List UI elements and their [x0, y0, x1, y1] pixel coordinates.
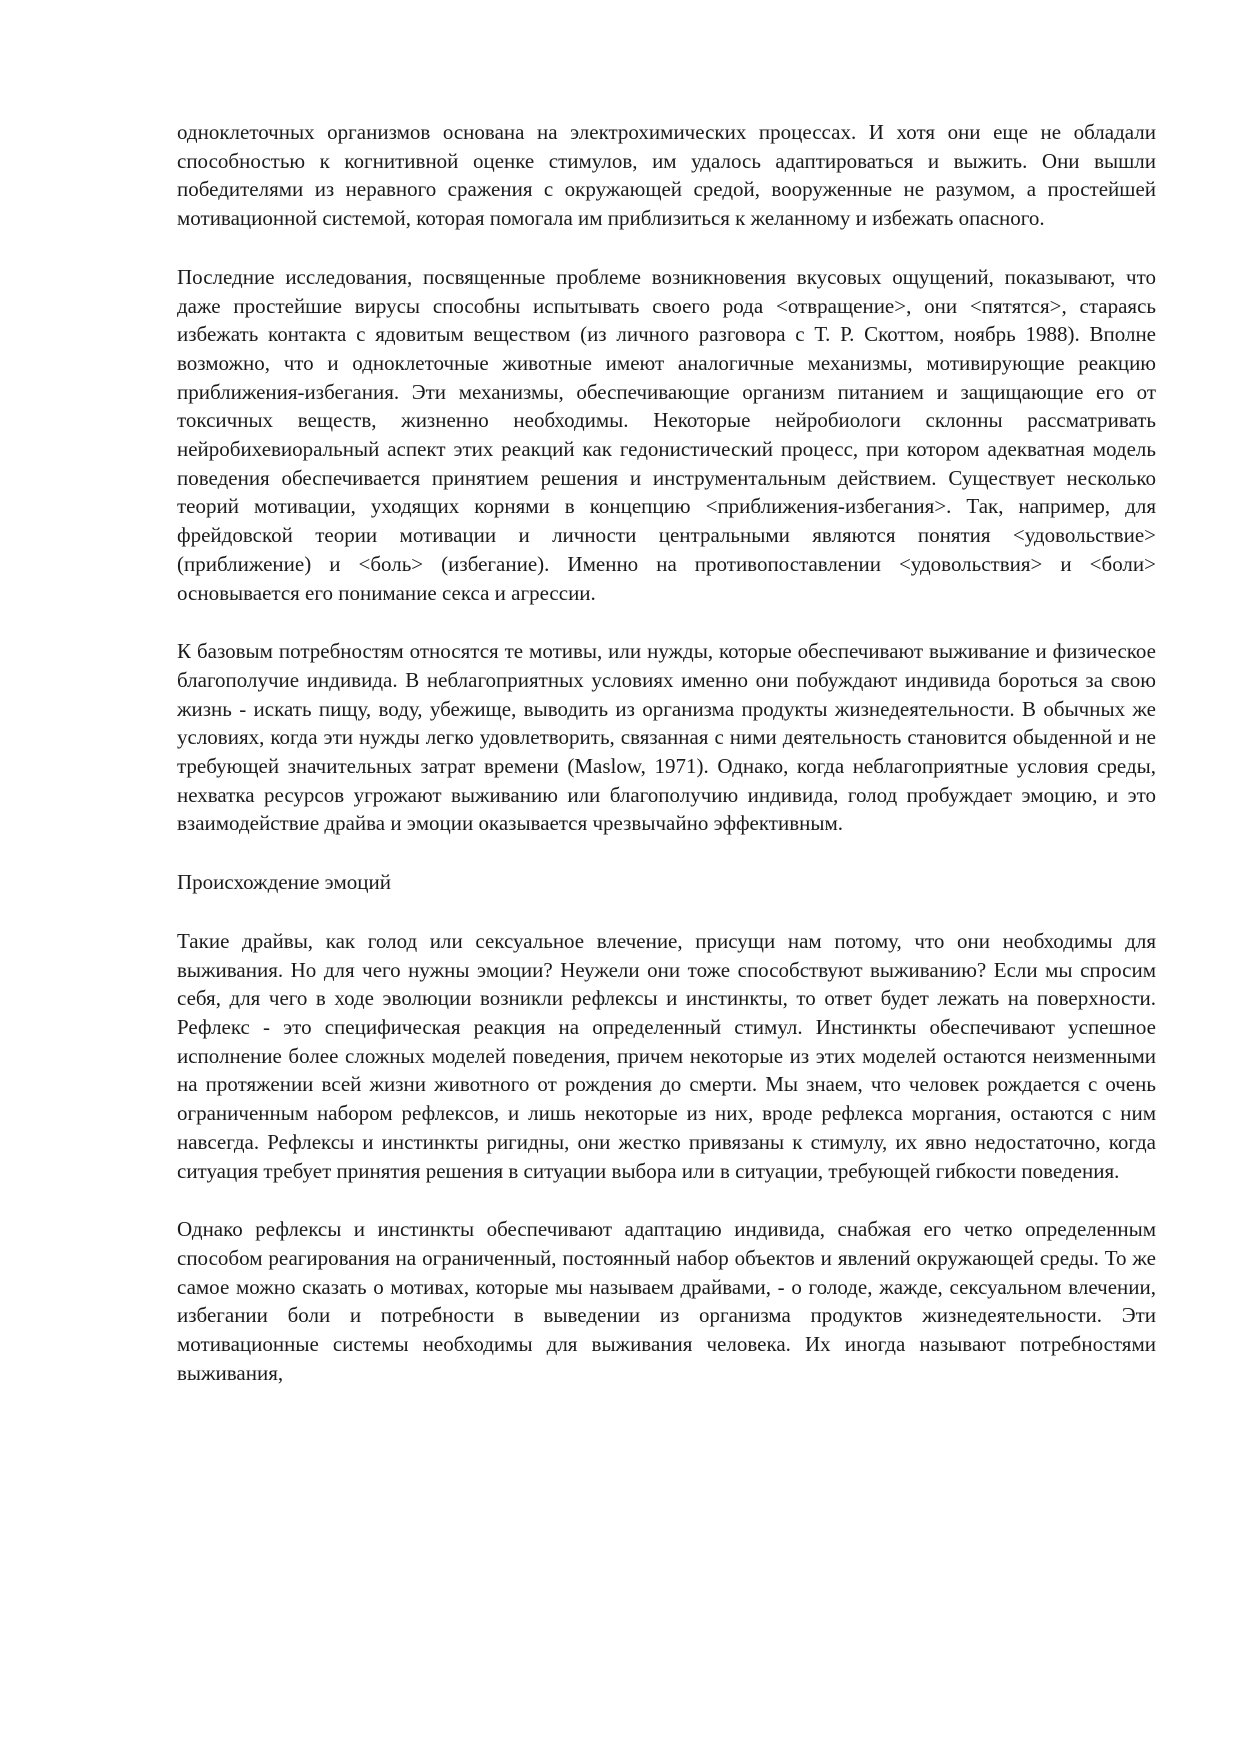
paragraph-gap: [177, 1185, 1156, 1215]
paragraph-approach-avoidance: Последние исследования, посвященные проблеме возникновения вкусовых ощущений, показывают, что даже простейшие вирусы способны испытывать своего рода <отвращение>, они <пятятся>, стараясь избежать контакта с ядовитым веществом (из личного разговора с Т. Р. Скоттом, ноябрь 1988). Вполне возможно, что и одноклеточные животные имеют аналогичные механизмы, мотивирующие реакцию приближения-избегания. Эти механизмы, обеспечивающие организм питанием и защищающие его от токсичных веществ, жизненно необходимы. Некоторые нейробиологи склонны рассматривать нейробихевиоральный аспект этих реакций как гедонистический процесс, при котором адекватная модель поведения обеспечивается принятием решения и инструментальным действием. Существует несколько теорий мотивации, уходящих корнями в концепцию <приближения-избегания>. Так, например, для фрейдовской теории мотивации и личности центральными являются понятия <удовольствие> (приближение) и <боль> (избегание). Именно на противопоставлении <удовольствия> и <боли> основывается его понимание секса и агрессии.: [177, 264, 1156, 605]
paragraph-single-cell-organisms: одноклеточных организмов основана на электрохимических процессах. И хотя они еще не обладали способностью к когнитивной оценке стимулов, им удалось адаптироваться и выжить. Они вышли победителями из неравного сражения с окружающей средой, вооруженные не разумом, а простейшей мотивационной системой, которая помогала им приблизиться к желанному и избежать опасного.: [177, 120, 1156, 231]
paragraph-drives-and-emotions: Такие драйвы, как голод или сексуальное влечение, присущи нам потому, что они необходимы для выживания. Но для чего нужны эмоции? Неужели они тоже способствуют выживанию? Если мы спросим себя, для чего в ходе эволюции возникли рефлексы и инстинкты, то ответ будет лежать на поверхности. Рефлекс - это специфическая реакция на определенный стимул. Инстинкты обеспечивают успешное исполнение более сложных моделей поведения, причем некоторые из этих моделей остаются неизменными на протяжении всей жизни животного от рождения до смерти. Мы знаем, что человек рождается с очень ограниченным набором рефлексов, и лишь некоторые из них, вроде рефлекса моргания, остаются с ним навсегда. Рефлексы и инстинкты ригидны, они жестко привязаны к стимулу, их явно недостаточно, когда ситуация требует принятия решения в ситуации выбора или в ситуации, требующей гибкости поведения.: [177, 928, 1156, 1183]
paragraph-reflexes-adaptation: Однако рефлексы и инстинкты обеспечивают адаптацию индивида, снабжая его четко определенным способом реагирования на ограниченный, постоянный набор объектов и явлений окружающей среды. То же самое можно сказать о мотивах, которые мы называем драйвами, - о голоде, жажде, сексуальном влечении, избегании боли и потребности в выведении из организма продуктов жизнедеятельности. Эти мотивационные системы необходимы для выживания человека. Их иногда называют потребностями выживания,: [177, 1217, 1156, 1385]
paragraph-gap: [177, 233, 1156, 263]
paragraph-gap: [177, 838, 1156, 868]
paragraph-gap: [177, 607, 1156, 637]
section-heading: Происхождение эмоций: [177, 870, 392, 895]
paragraph-gap: [177, 897, 1156, 927]
document-page: [177, 118, 1156, 1387]
paragraph-basic-needs: К базовым потребностям относятся те мотивы, или нужды, которые обеспечивают выживание и физическое благополучие индивида. В неблагоприятных условиях именно они побуждают индивида бороться за свою жизнь - искать пищу, воду, убежище, выводить из организма продукты жизнедеятельности. В обычных же условиях, когда эти нужды легко удовлетворить, связанная с ними деятельность становится обыденной и не требующей значительных затрат времени (Maslow, 1971). Однако, когда неблагоприятные условия среды, нехватка ресурсов угрожают выживанию или благополучию индивида, голод пробуждает эмоцию, и это взаимодействие драйва и эмоции оказывается чрезвычайно эффективным.: [177, 639, 1156, 836]
